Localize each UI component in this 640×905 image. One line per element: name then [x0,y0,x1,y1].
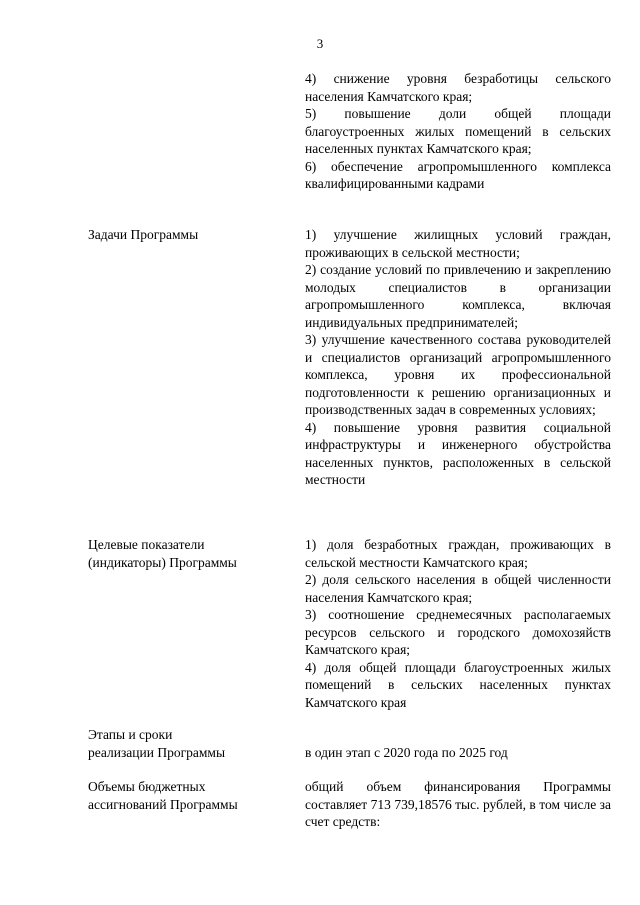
stages-label-line2: реализации Программы [88,744,226,760]
goal-item: 4) снижение уровня безработицы сельского населения Камчатского края; [305,71,611,104]
goals-content [305,70,611,193]
indicators-label-line2: (индикаторы) Программы [88,554,237,570]
page-number: 3 [316,36,324,51]
goal-item: 5) повышение доли общей площади благоустроенных жилых помещений в сельских населенных пунктах Камчатского края; [305,106,611,156]
indicator-item: 4) доля общей площади благоустроенных жилых помещений в сельских населенных пунктах Камчатского края [305,659,611,710]
budget-label [88,778,288,813]
tasks-label-text: Задачи Программы [88,227,199,242]
budget-label-line1: Объемы бюджетных [88,779,206,794]
task-item: 3) улучшение качественного состава руководителей и специалистов организаций агропромышленного комплекса, уровня их профессиональной подготовленности к решению организационных и производственных задач в современных условиях; [305,332,611,417]
stages-label-line1: Этапы и сроки [88,727,173,742]
task-item: 4) повышение уровня развития социальной инфраструктуры и инженерного обустройства населенных пунктов, расположенных в сельской местности [305,419,611,487]
budget-value: общий объем финансирования Программы составляет 713 739,18576 тыс. рублей, в том числе за счет средств: [305,779,611,829]
indicators-label [88,536,288,571]
stages-value: в один этап с 2020 года по 2025 год [305,744,508,760]
indicator-item: 2) доля сельского населения в общей численности населения Камчатского края; [305,572,611,605]
tasks-label [88,226,288,244]
indicator-item: 3) соотношение среднемесячных располагаемых ресурсов сельского и городского домохозяйств Камчатского края; [305,607,611,657]
task-item: 1) улучшение жилищных условий граждан, проживающих в сельской местности; [305,227,611,260]
indicators-content [305,536,611,711]
indicator-item: 1) доля безработных граждан, проживающих в сельской местности Камчатского края; [305,537,611,570]
stages-content [305,744,611,762]
task-item: 2) создание условий по привлечению и закреплению молодых специалистов в организации агропромышленного комплекса, включая индивидуальных предпринимателей; [305,262,611,330]
stages-label [88,726,288,761]
budget-content [305,778,611,831]
indicators-label-line1: Целевые показатели [88,537,205,552]
budget-label-line2: ассигнований Программы [88,796,238,812]
tasks-content [305,226,611,489]
goal-item: 6) обеспечение агропромышленного комплекса квалифицированными кадрами [305,158,611,191]
